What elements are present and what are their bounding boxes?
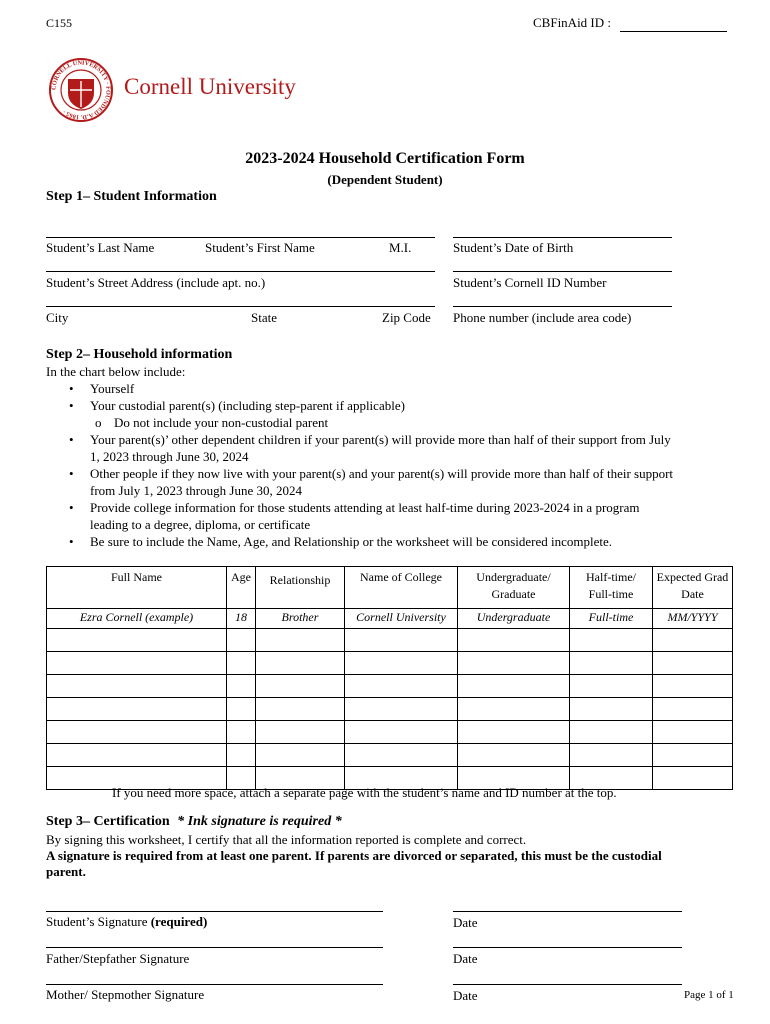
required-tag: (required) bbox=[150, 914, 208, 929]
example-row bbox=[47, 609, 733, 629]
example-college: Cornell University bbox=[345, 609, 458, 629]
student-signature-text: Student’s Signature bbox=[46, 914, 148, 929]
col-header-level-line2: Graduate bbox=[491, 587, 536, 601]
list-item bbox=[44, 465, 673, 499]
example-age: 18 bbox=[227, 609, 256, 629]
table-row[interactable] bbox=[47, 744, 733, 767]
step2-heading: Step 2– Household information bbox=[46, 347, 233, 362]
father-signature-label: Father/Stepfather Signature bbox=[46, 951, 190, 966]
col-header-grad-line2: Date bbox=[681, 587, 704, 601]
table-header-row bbox=[47, 567, 733, 609]
list-item-text: from July 1, 2023 through June 30, 2024 bbox=[90, 483, 302, 498]
phone-label: Phone number (include area code) bbox=[453, 310, 632, 325]
form-title: 2023-2024 Household Certification Form bbox=[245, 150, 525, 167]
list-item-text: Your custodial parent(s) (including step-parent if applicable) bbox=[90, 398, 405, 413]
example-full-name: Ezra Cornell (example) bbox=[47, 609, 227, 629]
name-field-line[interactable] bbox=[46, 237, 435, 238]
inclusion-list bbox=[44, 380, 673, 550]
first-name-label: Student’s First Name bbox=[205, 240, 315, 255]
list-item bbox=[44, 533, 673, 550]
col-header-college: Name of College bbox=[345, 567, 458, 609]
household-table bbox=[46, 566, 733, 790]
col-header-grad-date bbox=[653, 567, 733, 609]
certify-text: By signing this worksheet, I certify that all the information reported is complete and correct. bbox=[46, 832, 527, 847]
table-row[interactable] bbox=[47, 698, 733, 721]
cornell-id-label: Student’s Cornell ID Number bbox=[453, 275, 607, 290]
form-subtitle: (Dependent Student) bbox=[327, 172, 443, 187]
mother-signature-line[interactable] bbox=[46, 984, 383, 985]
mother-date-label: Date bbox=[453, 988, 478, 1003]
form-code: C155 bbox=[46, 16, 73, 30]
student-signature-line[interactable] bbox=[46, 911, 383, 912]
example-relationship: Brother bbox=[256, 609, 345, 629]
step1-heading: Step 1– Student Information bbox=[46, 189, 217, 204]
last-name-label: Student’s Last Name bbox=[46, 240, 155, 255]
university-name: Cornell University bbox=[124, 74, 296, 99]
col-header-level-line1: Undergraduate/ bbox=[476, 570, 551, 584]
zip-label: Zip Code bbox=[382, 310, 431, 325]
student-date-line[interactable] bbox=[453, 911, 682, 912]
table-row[interactable] bbox=[47, 721, 733, 744]
father-signature-line[interactable] bbox=[46, 947, 383, 948]
list-item bbox=[44, 397, 673, 414]
list-item bbox=[44, 431, 673, 465]
student-date-label: Date bbox=[453, 915, 478, 930]
list-item-text: Do not include your non-custodial parent bbox=[114, 415, 329, 430]
list-item bbox=[44, 499, 673, 533]
dob-label: Student’s Date of Birth bbox=[453, 240, 574, 255]
city-label: City bbox=[46, 310, 69, 325]
col-header-relationship: Relationship bbox=[256, 567, 345, 609]
cornell-id-field-line[interactable] bbox=[453, 271, 672, 272]
extra-space-note: If you need more space, attach a separate page with the student’s name and ID number at the top. bbox=[112, 785, 617, 800]
table-row[interactable] bbox=[47, 675, 733, 698]
col-header-status bbox=[570, 567, 653, 609]
list-item bbox=[44, 380, 673, 397]
street-field-line[interactable] bbox=[46, 271, 435, 272]
cbfinaid-label: CBFinAid ID : bbox=[533, 15, 612, 30]
step3-heading-row bbox=[46, 814, 342, 830]
list-subitem bbox=[44, 414, 673, 431]
list-item-text: • Other people if they now live with your parent(s) and your parent(s) will provide more than half of their support bbox=[90, 466, 674, 481]
list-item-text: • Your parent(s)’ other dependent children if your parent(s) will provide more than half of their support from July bbox=[90, 432, 671, 447]
signature-requirement-line2: parent. bbox=[46, 864, 86, 879]
ink-signature-note: * Ink signature is required * bbox=[177, 814, 342, 829]
mother-date-line[interactable] bbox=[453, 984, 682, 985]
svg-text:CORNELL UNIVERSITY · FOUNDED A: CORNELL UNIVERSITY · FOUNDED A.D. 1865 · bbox=[50, 59, 112, 121]
col-header-grad-line1: Expected Grad bbox=[656, 570, 729, 584]
signature-requirement-line1: A signature is required from at least one parent. If parents are divorced or separated, this must be the custodial bbox=[46, 848, 662, 863]
list-item-text: 1, 2023 through June 30, 2024 bbox=[90, 449, 249, 464]
state-label: State bbox=[251, 310, 277, 325]
step2-intro: In the chart below include: bbox=[46, 364, 186, 379]
example-grad: MM/YYYY bbox=[653, 609, 733, 629]
list-item-text: • Provide college information for those students attending at least half-time during 2023-2024 in a program bbox=[90, 500, 640, 515]
father-date-line[interactable] bbox=[453, 947, 682, 948]
table-row[interactable] bbox=[47, 652, 733, 675]
cbfinaid-field[interactable] bbox=[620, 31, 727, 32]
example-level: Undergraduate bbox=[458, 609, 570, 629]
list-item-text: Yourself bbox=[90, 381, 135, 396]
city-state-zip-field-line[interactable] bbox=[46, 306, 435, 307]
step3-heading: Step 3– Certification bbox=[46, 814, 170, 829]
example-status: Full-time bbox=[570, 609, 653, 629]
list-item-text: leading to a degree, diploma, or certificate bbox=[90, 517, 311, 532]
dob-field-line[interactable] bbox=[453, 237, 672, 238]
table-row[interactable] bbox=[47, 629, 733, 652]
col-header-status-line1: Half-time/ bbox=[586, 570, 636, 584]
phone-field-line[interactable] bbox=[453, 306, 672, 307]
col-header-status-line2: Full-time bbox=[588, 587, 634, 601]
mi-label: M.I. bbox=[389, 240, 412, 255]
list-item-text: Be sure to include the Name, Age, and Relationship or the worksheet will be considered incomplete. bbox=[90, 534, 613, 549]
col-header-age: Age bbox=[227, 567, 256, 609]
father-date-label: Date bbox=[453, 951, 478, 966]
mother-signature-label: Mother/ Stepmother Signature bbox=[46, 987, 205, 1002]
page-number: Page 1 of 1 bbox=[684, 989, 734, 1001]
student-signature-label bbox=[46, 914, 207, 930]
col-header-full-name: Full Name bbox=[47, 567, 227, 609]
street-label: Student’s Street Address (include apt. no.) bbox=[46, 275, 266, 290]
col-header-level bbox=[458, 567, 570, 609]
cornell-seal-logo bbox=[48, 57, 114, 123]
